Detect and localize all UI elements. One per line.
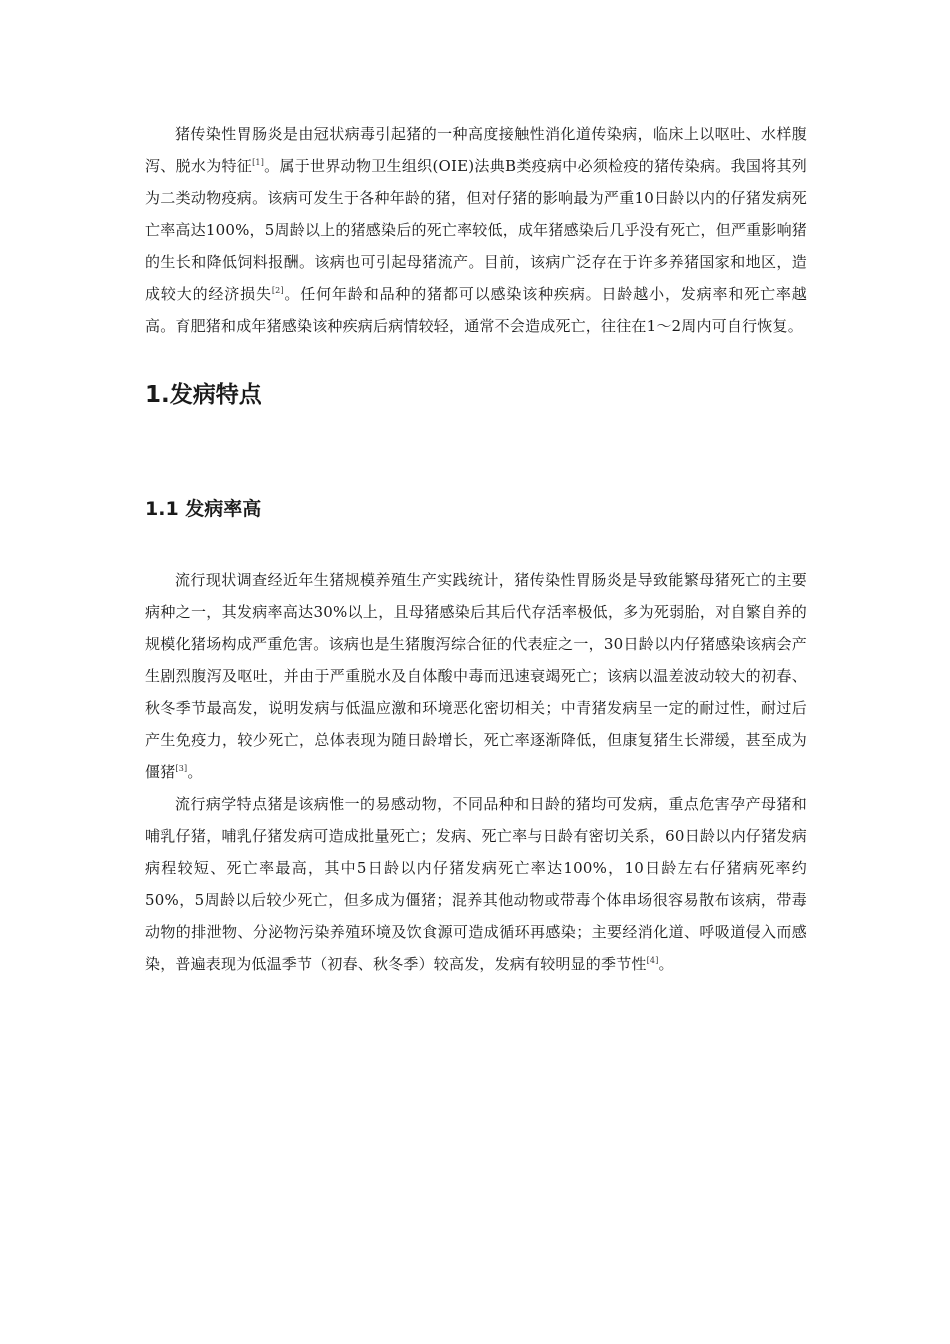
paragraph-2-text-1: 流行病学特点猪是该病惟一的易感动物，不同品种和日龄的猪均可发病，重点危害孕产母猪和哺乳仔猪，哺乳仔猪发病可造成批量死亡；发病、死亡率与日龄有密切关系，60日龄以内仔猪发病病程较短、死亡率最高，其中5日龄以内仔猪发病死亡率达100%，10日龄左右仔猪病死率约50%，5周龄以后较少死亡，但多成为僵猪；混养其他动物或带毒个体串场很容易散布该病，带毒动物的排泄物、分泌物污染养殖环境及饮食源可造成循环再感染；主要经消化道、呼吸道侵入而感染，普遍表现为低温季节（初春、秋冬季）较高发，发病有较明显的季节性	[145, 795, 807, 973]
paragraph-1-text-2: 。	[187, 763, 203, 781]
citation-3: [3]	[175, 764, 188, 773]
paragraph-2-text-2: 。	[658, 955, 674, 973]
paragraph-1-text-1: 流行现状调查经近年生猪规模养殖生产实践统计，猪传染性胃肠炎是导致能繁母猪死亡的主要病种之一，其发病率高达30%以上，且母猪感染后其后代存活率极低，多为死弱胎，对自繁自养的规模化猪场构成严重危害。该病也是生猪腹泻综合征的代表症之一，30日龄以内仔猪感染该病会产生剧烈腹泻及呕吐，并由于严重脱水及自体酸中毒而迅速衰竭死亡；该病以温差波动较大的初春、秋冬季节最高发，说明发病与低温应激和环境恶化密切相关；中青猪发病呈一定的耐过性，耐过后产生免疫力，较少死亡，总体表现为随日龄增长，死亡率逐渐降低，但康复猪生长滞缓，甚至成为僵猪	[145, 571, 807, 781]
citation-2: [2]	[271, 286, 284, 295]
document-page	[145, 118, 807, 980]
intro-text-2: 。属于世界动物卫生组织(OIE)法典B类疫病中必须检疫的猪传染病。我国将其列为二类动物疫病。该病可发生于各种年龄的猪，但对仔猪的影响最为严重10日龄以内的仔猪发病死亡率高达100%，5周龄以上的猪感染后的死亡率较低，成年猪感染后几乎没有死亡，但严重影响猪的生长和降低饲料报酬。该病也可引起母猪流产。目前，该病广泛存在于许多养猪国家和地区，造成较大的经济损失	[145, 157, 807, 303]
body-paragraph-2	[145, 788, 807, 980]
citation-1: [1]	[252, 158, 265, 167]
intro-text-3: 。任何年龄和品种的猪都可以感染该种疾病。日龄越小，发病率和死亡率越高。育肥猪和成年猪感染该种疾病后病情较轻，通常不会造成死亡，往往在1～2周内可自行恢复。	[145, 285, 807, 335]
intro-paragraph	[145, 118, 807, 342]
citation-4: [4]	[646, 956, 659, 965]
section-heading-1-1: 1.1 发病率高	[145, 498, 262, 520]
section-heading-1: 1.发病特点	[145, 382, 262, 408]
body-paragraph-1	[145, 564, 807, 788]
intro-text-1: 猪传染性胃肠炎是由冠状病毒引起猪的一种高度接触性消化道传染病，临床上以呕吐、水样腹泻、脱水为特征	[145, 125, 807, 175]
